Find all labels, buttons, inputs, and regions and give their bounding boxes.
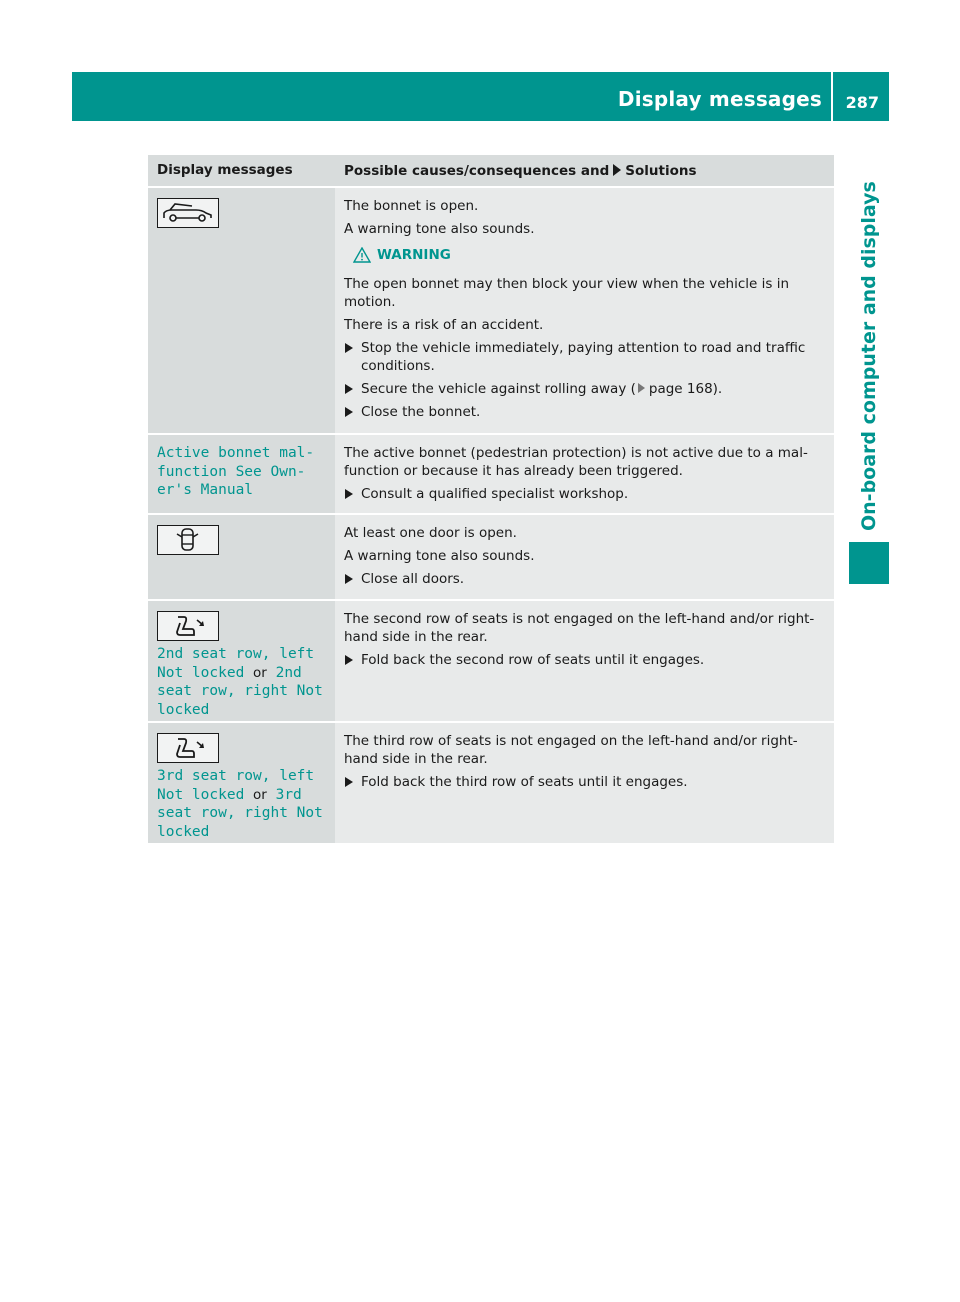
instruction-item: Close the bonnet. (344, 403, 828, 421)
display-message-text: Active bonnet mal‑ (157, 445, 315, 461)
description-text: The third row of seats is not engaged on the left-hand and/or right-hand side in the rear. (344, 733, 798, 767)
column-header-solutions-text: Solutions (625, 163, 697, 179)
instruction-item: Consult a qualified specialist workshop. (344, 485, 828, 503)
description-text: The second row of seats is not engaged on the left-hand and/or right-hand side in the rear. (344, 611, 815, 645)
message-cell (148, 723, 335, 843)
description-text: A warning tone also sounds. (344, 221, 535, 237)
page-reference-icon (638, 383, 645, 393)
conjunction-text: or (253, 664, 267, 681)
table-row (148, 186, 834, 433)
message-cell (148, 188, 335, 433)
chapter-marker (849, 542, 889, 584)
instruction-item: Fold back the second row of seats until it engages. (344, 651, 828, 669)
warning-triangle-icon (353, 247, 371, 263)
display-message-text: locked (157, 702, 210, 719)
door-open-icon (157, 525, 219, 555)
description-text: At least one door is open. (344, 525, 517, 541)
display-message-text: er's Manual (157, 482, 254, 499)
page-reference[interactable]: page 168). (648, 381, 723, 397)
description-cell (335, 601, 834, 721)
seat-backrest-icon (157, 733, 219, 763)
instruction-item: Stop the vehicle immediately, paying attention to road and traffic conditions. (344, 339, 828, 375)
display-message-text: 3rd (275, 786, 302, 803)
table-header (148, 155, 834, 186)
table-row (148, 721, 834, 843)
message-cell (148, 435, 335, 513)
chapter-tab-label: On-board computer and displays (858, 181, 880, 531)
display-message-text: seat row, right Not (157, 683, 323, 700)
header-divider (831, 72, 833, 121)
display-message-text: 3rd seat row, left (157, 768, 315, 784)
warning-heading (353, 246, 828, 264)
description-cell (335, 515, 834, 599)
display-message-text: function See Own‑ (157, 463, 306, 480)
description-text: The active bonnet (pedestrian protection) is not active due to a mal-function or because it has already been triggered. (344, 445, 808, 479)
description-text: The bonnet is open. (344, 198, 479, 214)
page-title: Display messages (617, 87, 822, 111)
description-cell (335, 435, 834, 513)
table-row (148, 433, 834, 513)
display-message-text: 2nd (275, 664, 302, 681)
table-row (148, 599, 834, 721)
display-message-text: seat row, right Not (157, 805, 323, 822)
instruction-item (344, 380, 828, 398)
seat-backrest-icon (157, 611, 219, 641)
display-message-text: Not locked (157, 664, 245, 681)
display-message-text: locked (157, 824, 210, 841)
page-number: 287 (845, 93, 879, 112)
chapter-tab (849, 121, 889, 541)
instruction-item: Close all doors. (344, 570, 828, 588)
display-message-text: 2nd seat row, left (157, 646, 315, 662)
header-bar (72, 72, 889, 121)
table-row (148, 513, 834, 599)
description-text: A warning tone also sounds. (344, 548, 535, 564)
display-messages-table (148, 155, 834, 843)
bonnet-open-icon (157, 198, 219, 228)
display-message-text: Not locked (157, 786, 245, 803)
message-cell (148, 515, 335, 599)
column-header-causes (335, 155, 834, 186)
column-header-causes-text: Possible causes/consequences and (344, 163, 610, 179)
arrow-icon (613, 164, 621, 176)
warning-label: WARNING (377, 247, 451, 263)
description-cell (335, 188, 834, 433)
instruction-text: Secure the vehicle against rolling away ( (361, 381, 636, 397)
instruction-item: Fold back the third row of seats until it engages. (344, 773, 828, 791)
warning-text: There is a risk of an accident. (344, 317, 544, 333)
warning-text: The open bonnet may then block your view when the vehicle is in motion. (344, 276, 790, 310)
message-cell (148, 601, 335, 721)
description-cell (335, 723, 834, 843)
column-header-messages: Display messages (157, 162, 293, 178)
conjunction-text: or (253, 786, 267, 803)
